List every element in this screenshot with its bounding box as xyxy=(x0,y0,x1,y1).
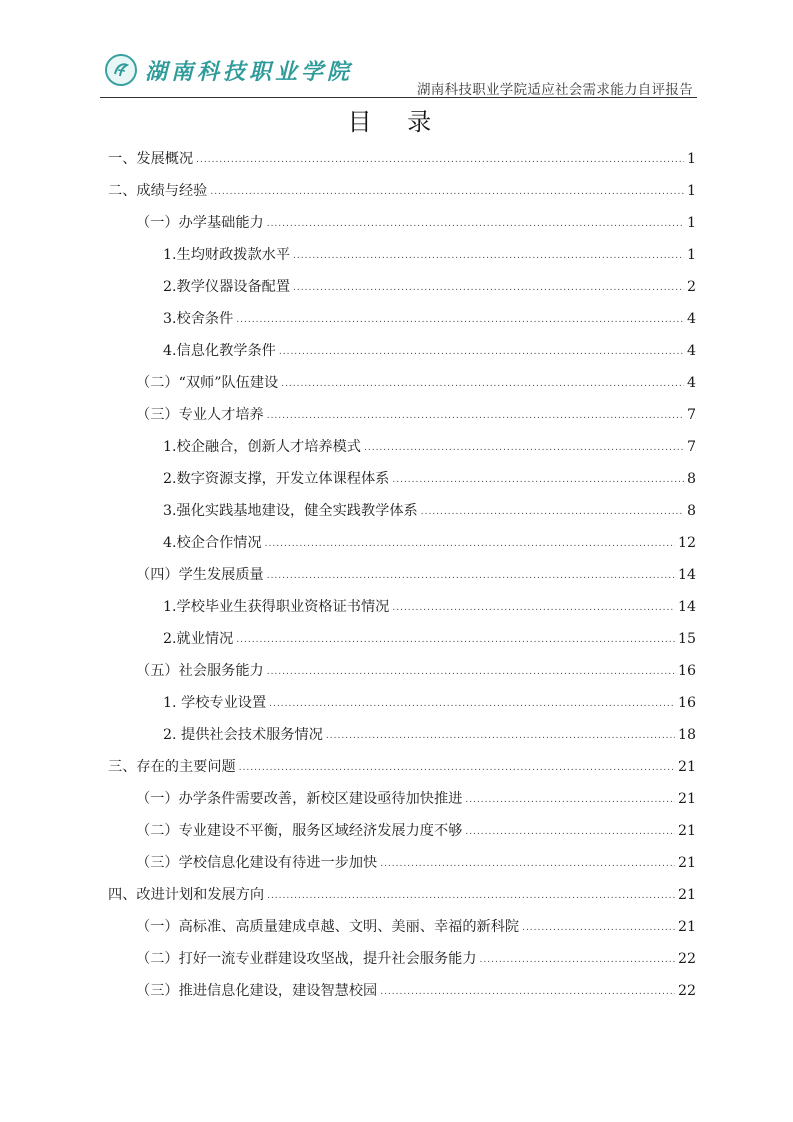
dot-leader xyxy=(196,155,684,165)
toc-page-number: 15 xyxy=(677,631,696,647)
toc-entry[interactable]: 2.就业情况 ..... 15 xyxy=(0,628,793,648)
dot-leader xyxy=(267,571,675,581)
toc-entry[interactable]: 2.教学仪器设备配置 ..... 2 xyxy=(0,276,793,296)
header-divider xyxy=(100,97,697,98)
toc-page-number: 21 xyxy=(677,791,696,807)
toc-entry[interactable]: （一）高标准、高质量建成卓越、文明、美丽、幸福的新科院 ..... 21 xyxy=(0,916,793,936)
toc-page-number: 1 xyxy=(686,247,696,263)
dot-leader xyxy=(522,923,675,933)
college-seal-icon xyxy=(105,54,137,86)
toc-page-number: 14 xyxy=(677,567,696,583)
toc-entry[interactable]: （二）专业建设不平衡，服务区域经济发展力度不够 ..... 21 xyxy=(0,820,793,840)
toc-entry[interactable]: （二）“双师”队伍建设 ..... 4 xyxy=(0,372,793,392)
toc-page-number: 22 xyxy=(677,983,696,999)
header-subtitle: 湖南科技职业学院适应社会需求能力自评报告 xyxy=(417,82,693,98)
dot-leader xyxy=(239,763,675,773)
dot-leader xyxy=(279,347,684,357)
toc-page-number: 1 xyxy=(686,183,696,199)
dot-leader xyxy=(267,667,675,677)
page-header xyxy=(0,0,793,100)
toc-page-number: 22 xyxy=(677,951,696,967)
dot-leader xyxy=(293,283,684,293)
toc-page-number: 1 xyxy=(686,215,696,231)
toc-entry[interactable]: 1.学校毕业生获得职业资格证书情况 ..... 14 xyxy=(0,596,793,616)
toc-entry[interactable]: 一、发展概况 ..... 1 xyxy=(0,148,793,168)
toc-entry[interactable]: 1. 学校专业设置 ..... 16 xyxy=(0,692,793,712)
toc-entry[interactable]: 4.信息化教学条件 ..... 4 xyxy=(0,340,793,360)
dot-leader xyxy=(380,987,675,997)
college-logo xyxy=(105,54,353,86)
toc-entry[interactable]: （一）办学基础能力 ..... 1 xyxy=(0,212,793,232)
toc-entry[interactable]: 4.校企合作情况 ..... 12 xyxy=(0,532,793,552)
dot-leader xyxy=(380,859,675,869)
dot-leader xyxy=(267,411,684,421)
toc-page-number: 12 xyxy=(677,535,696,551)
toc-page-number: 8 xyxy=(686,503,696,519)
page-title: 目 录 xyxy=(347,108,446,136)
dot-leader xyxy=(392,603,675,613)
toc-page-number: 7 xyxy=(686,407,696,423)
dot-leader xyxy=(326,731,675,741)
dot-leader xyxy=(421,507,684,517)
dot-leader xyxy=(392,475,684,485)
dot-leader xyxy=(364,443,684,453)
toc-page-number: 4 xyxy=(686,343,696,359)
toc-entry[interactable]: （三）专业人才培养 ..... 7 xyxy=(0,404,793,424)
dot-leader xyxy=(281,379,684,389)
toc-page-number: 18 xyxy=(677,727,696,743)
toc-entry[interactable]: 三、存在的主要问题 ..... 21 xyxy=(0,756,793,776)
dot-leader xyxy=(236,635,675,645)
toc-page-number: 16 xyxy=(677,663,696,679)
toc-entry[interactable]: 2.数字资源支撑，开发立体课程体系 ..... 8 xyxy=(0,468,793,488)
toc-entry[interactable]: （二）打好一流专业群建设攻坚战，提升社会服务能力 ..... 22 xyxy=(0,948,793,968)
dot-leader xyxy=(269,699,675,709)
toc-entry[interactable]: （一）办学条件需要改善，新校区建设亟待加快推进 ..... 21 xyxy=(0,788,793,808)
toc-page-number: 14 xyxy=(677,599,696,615)
dot-leader xyxy=(267,891,675,901)
toc-page-number: 21 xyxy=(677,823,696,839)
dot-leader xyxy=(210,187,684,197)
toc-page-number: 4 xyxy=(686,375,696,391)
toc-entry[interactable]: 3.校舍条件 ..... 4 xyxy=(0,308,793,328)
toc-entry[interactable]: （三）推进信息化建设，建设智慧校园 ..... 22 xyxy=(0,980,793,1000)
toc-entry[interactable]: （五）社会服务能力 ..... 16 xyxy=(0,660,793,680)
dot-leader xyxy=(293,251,684,261)
toc-page-number: 21 xyxy=(677,855,696,871)
toc-entry[interactable]: 1.生均财政拨款水平 ..... 1 xyxy=(0,244,793,264)
toc-entry[interactable]: 3.强化实践基地建设，健全实践教学体系 ..... 8 xyxy=(0,500,793,520)
college-logo-text: 湖南科技职业学院 xyxy=(145,58,354,85)
dot-leader xyxy=(265,539,675,549)
toc-page-number: 2 xyxy=(686,279,696,295)
toc-entry[interactable]: 2. 提供社会技术服务情况 ..... 18 xyxy=(0,724,793,744)
dot-leader xyxy=(465,827,675,837)
toc-page-number: 8 xyxy=(686,471,696,487)
toc-page-number: 4 xyxy=(686,311,696,327)
toc-page-number: 16 xyxy=(677,695,696,711)
toc-page-number: 1 xyxy=(686,151,696,167)
toc-entry[interactable]: （三）学校信息化建设有待进一步加快 ..... 21 xyxy=(0,852,793,872)
toc-page-number: 21 xyxy=(677,759,696,775)
dot-leader xyxy=(465,795,675,805)
dot-leader xyxy=(236,315,684,325)
toc-entry[interactable]: 1.校企融合，创新人才培养模式 ..... 7 xyxy=(0,436,793,456)
toc-entry[interactable]: 二、成绩与经验 ..... 1 xyxy=(0,180,793,200)
toc-entry[interactable]: （四）学生发展质量 ..... 14 xyxy=(0,564,793,584)
toc-entry[interactable]: 四、改进计划和发展方向 ..... 21 xyxy=(0,884,793,904)
toc-page-number: 7 xyxy=(686,439,696,455)
dot-leader xyxy=(480,955,675,965)
dot-leader xyxy=(267,219,684,229)
toc-page-number: 21 xyxy=(677,919,696,935)
toc-page-number: 21 xyxy=(677,887,696,903)
